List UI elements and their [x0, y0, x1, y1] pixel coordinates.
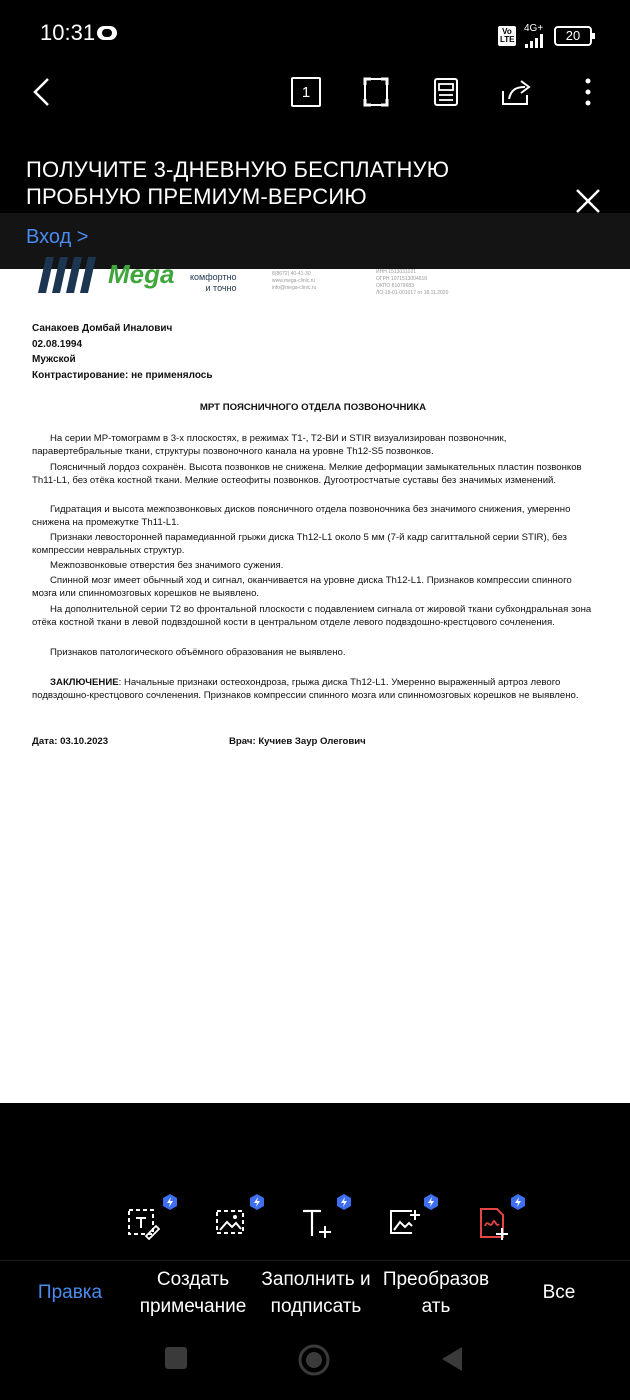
contrast-value: не применялось — [131, 369, 213, 381]
contrast-label: Контрастирование: — [32, 369, 129, 381]
patient-info — [32, 321, 213, 383]
report-title: МРТ ПОЯСНИЧНОГО ОТДЕЛА ПОЗВОНОЧНИКА — [199, 402, 427, 413]
edit-text-icon — [126, 1206, 160, 1240]
premium-trial-banner[interactable] — [26, 156, 449, 210]
contrast-row — [32, 368, 213, 384]
logo-stripes-icon — [38, 257, 108, 293]
recent-apps-button[interactable] — [164, 1346, 188, 1375]
premium-badge-icon — [423, 1194, 439, 1210]
report-date — [32, 735, 108, 748]
banner-line-2: ПРОБНУЮ ПРЕМИУМ-ВЕРСИЮ — [26, 184, 367, 209]
conclusion — [32, 676, 597, 702]
home-circle-icon — [298, 1344, 330, 1376]
triangle-back-icon — [440, 1346, 464, 1372]
share-icon — [499, 77, 533, 107]
tab-all[interactable]: Все — [542, 1282, 576, 1303]
premium-badge-icon — [510, 1194, 526, 1210]
volte-badge: Vo LTE — [500, 27, 515, 44]
doctor-label: Врач: — [229, 736, 256, 747]
premium-badge-icon — [336, 1194, 352, 1210]
back-nav-button[interactable] — [440, 1346, 464, 1377]
tagline-line-1: комфортно — [190, 272, 237, 282]
conclusion-label: ЗАКЛЮЧЕНИЕ — [50, 677, 119, 688]
add-text-tool-button[interactable] — [300, 1206, 334, 1240]
square-icon — [164, 1346, 188, 1370]
more-menu-button[interactable] — [568, 72, 608, 112]
more-vertical-icon — [584, 77, 592, 107]
report-paragraph: На дополнительной серии T2 во фронтальной плоскости с подавлением сигнала от жировой ткани субхондральная зона отёка костной ткани в левой подвздошной кости в центральном отделе левого подвздошно-крестцового сочленения. — [32, 604, 592, 628]
report-paragraph: Гидратация и высота межпозвонковых дисков поясничного отдела позвоночника без значимого снижения, умеренно снижена на промежутке Th11-L1. — [32, 504, 571, 528]
reg-license: ЛО-15-01-001017 от 18.11.2020 — [376, 290, 449, 296]
document-page[interactable] — [0, 259, 630, 1103]
home-button[interactable] — [298, 1344, 330, 1381]
contact-phone: 8(8672) 40-41-30 — [272, 271, 311, 277]
clinic-logo — [38, 257, 178, 297]
page-number-button[interactable] — [286, 72, 326, 112]
date-label: Дата: — [32, 736, 58, 747]
reg-ogrn: ОГРН 1071513004618 — [376, 276, 428, 282]
battery-level: 20 — [565, 28, 581, 43]
reg-okpo: ОКПО 81079683 — [376, 283, 414, 289]
edit-image-icon — [214, 1206, 248, 1240]
report-paragraph: Поясничный лордоз сохранён. Высота позвонков не снижена. Мелкие деформации замыкательных пластин позвонков Th11-L1, без отёка костной ткани. Мелкие остеофиты позвонков. Дугоотростчатые суставы без значимых изменений. — [32, 462, 582, 486]
tab-convert[interactable] — [374, 1266, 498, 1320]
report-paragraph: Признаки левосторонней парамедианной грыжи диска Th12-L1 около 5 мм (7-й кадр сагиттальной серии STIR), без компрессии невральных структур. — [32, 532, 567, 556]
page-number: 1 — [291, 77, 321, 107]
reg-inn: ИНН 1513031021 — [376, 269, 417, 275]
header-contacts — [272, 271, 316, 292]
contact-email: info@mega-clinic.ru — [272, 285, 317, 291]
network-type: 4G+ — [524, 23, 544, 34]
battery-icon — [554, 26, 592, 46]
add-image-icon — [388, 1206, 422, 1240]
header-registration — [376, 269, 448, 297]
status-indicators — [498, 24, 592, 48]
report-paragraph: Спинной мозг имеет обычный ход и сигнал, оканчивается на уровне диска Th12-L1. Признаков компрессии спинного мозга или спинномозговых корешков не выявлено. — [32, 575, 572, 599]
logo-tagline — [190, 272, 237, 294]
report-paragraph: Признаков патологического объёмного образования не выявлено. — [50, 647, 346, 658]
record-indicator-icon — [96, 24, 118, 42]
add-image-tool-button[interactable] — [388, 1206, 422, 1240]
signature-tool-button[interactable] — [476, 1206, 510, 1240]
reading-mode-button[interactable] — [426, 72, 466, 112]
patient-name: Санакоев Домбай Иналович — [32, 323, 173, 334]
add-text-icon — [300, 1206, 334, 1240]
tab-annotate-line-2: примечание — [139, 1296, 247, 1317]
report-doctor — [229, 735, 366, 748]
report-paragraph: На серии МР-томограмм в 3-х плоскостях, в режимах T1-, T2-ВИ и STIR визуализирован позвоночник, паравертебральные ткани, структуры позвоночного канала на уровне Th12-S5 позвонков. — [32, 433, 507, 457]
share-button[interactable] — [496, 72, 536, 112]
back-button[interactable] — [22, 72, 62, 112]
signal-icon — [524, 24, 546, 48]
report-paragraph: Межпозвонковые отверстия без значимого сужения. — [50, 560, 284, 571]
doctor-value: Кучиев Заур Олегович — [258, 736, 366, 747]
logo-brand: Mega — [108, 259, 175, 289]
edit-text-tool-button[interactable] — [126, 1206, 160, 1240]
conclusion-text: : Начальные признаки остеохондроза, грыжа диска Th12-L1. Умеренно выраженный артроз левого подвздошно-крестцового сочленения. Признаков компрессии спинного мозга или спинномозговых корешков не выявлено. — [32, 677, 579, 701]
fullscreen-button[interactable] — [356, 72, 396, 112]
tab-fill-sign[interactable] — [254, 1266, 378, 1320]
tab-annotate[interactable] — [128, 1266, 258, 1320]
tab-edit[interactable]: Правка — [37, 1282, 103, 1303]
banner-line-1: ПОЛУЧИТЕ 3-ДНЕВНУЮ БЕСПЛАТНУЮ — [26, 157, 450, 182]
premium-badge-icon — [249, 1194, 265, 1210]
date-value: 03.10.2023 — [60, 736, 109, 747]
fullscreen-icon — [362, 76, 390, 108]
tab-fill-line-2: подписать — [270, 1296, 362, 1317]
login-link[interactable]: Вход > — [26, 226, 89, 248]
tab-annotate-line-1: Создать — [156, 1269, 230, 1290]
tab-convert-line-2: ать — [421, 1296, 451, 1317]
contact-site: www.mega-clinic.ru — [272, 278, 316, 284]
tab-convert-line-1: Преобразов — [382, 1269, 490, 1290]
edit-image-tool-button[interactable] — [214, 1206, 248, 1240]
signature-icon — [476, 1206, 510, 1240]
document-view-icon — [432, 76, 460, 108]
patient-birth-date: 02.08.1994 — [32, 338, 83, 350]
patient-sex: Мужской — [32, 354, 76, 365]
tab-fill-line-1: Заполнить и — [261, 1269, 371, 1290]
premium-badge-icon — [162, 1194, 178, 1210]
status-time: 10:31 — [40, 20, 96, 45]
tagline-line-2: и точно — [205, 283, 237, 293]
